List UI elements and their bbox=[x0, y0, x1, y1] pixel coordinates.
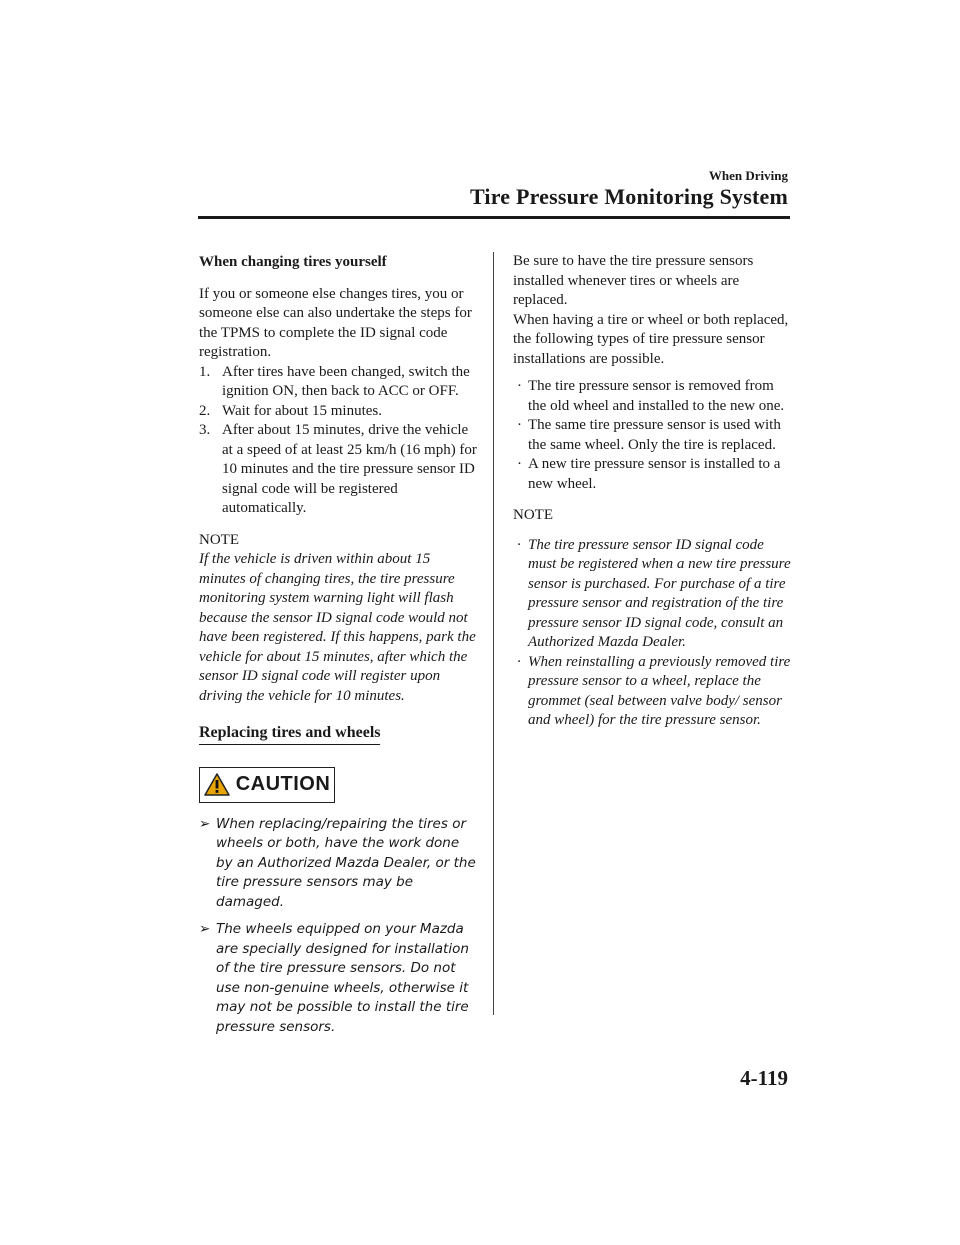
left-column bbox=[199, 252, 477, 1045]
list-item-text: The tire pressure sensor is removed from the old wheel and installed to the new one. bbox=[528, 378, 785, 414]
column-divider bbox=[493, 252, 494, 1015]
bullet-dot-icon: · bbox=[517, 378, 522, 394]
section-heading-changing-tires: When changing tires yourself bbox=[199, 254, 387, 270]
list-item-text: A new tire pressure sensor is installed to a new wheel. bbox=[528, 456, 781, 492]
caution-item bbox=[199, 815, 477, 913]
header-section-label: When Driving bbox=[708, 168, 788, 183]
note-item bbox=[513, 536, 793, 653]
step-number: 3. bbox=[199, 422, 211, 438]
step-number: 2. bbox=[199, 402, 211, 419]
step-text: Wait for about 15 minutes. bbox=[222, 402, 383, 419]
list-item bbox=[513, 416, 793, 455]
note-text: If the vehicle is driven within about 15 minutes of changing tires, the tire pressure monitoring system warning light will flash because the sensor ID signal code would not have been registered. If this happens, park the vehicle for about 15 minutes, after which the sensor ID signal code will register upon driving the vehicle for 10 minutes. bbox=[199, 551, 476, 704]
note-label: NOTE bbox=[199, 531, 239, 548]
page-number: 4-119 bbox=[740, 1066, 788, 1090]
bullet-dot-icon: · bbox=[517, 536, 521, 553]
intro-paragraph: If you or someone else changes tires, you or someone else can also undertake the steps for the TPMS to complete the ID signal code registration. bbox=[199, 285, 472, 360]
bullet-dot-icon: · bbox=[517, 456, 522, 472]
note-label: NOTE bbox=[513, 507, 553, 523]
arrow-bullet-icon: ➢ bbox=[199, 815, 211, 832]
caution-box bbox=[199, 767, 335, 803]
step-item bbox=[199, 402, 477, 422]
caution-item bbox=[199, 920, 477, 1037]
caution-label: CAUTION bbox=[235, 772, 331, 795]
installation-paragraph: When having a tire or wheel or both replaced, the following types of tire pressure sensor installations are possible. bbox=[513, 311, 789, 367]
note-item-text: When reinstalling a previously removed tire pressure sensor to a wheel, replace the grommet (seal between valve body/ sensor and wheel) for the tire pressure sensor. bbox=[528, 653, 791, 728]
step-item bbox=[199, 421, 477, 519]
header-rule bbox=[198, 216, 790, 219]
step-item bbox=[199, 363, 477, 402]
note-item bbox=[513, 653, 793, 731]
list-item-text: The same tire pressure sensor is used with the same wheel. Only the tire is replaced. bbox=[528, 417, 781, 453]
bullet-dot-icon: · bbox=[517, 653, 521, 670]
right-column bbox=[513, 252, 793, 731]
caution-item-text: The wheels equipped on your Mazda are specially designed for installation of the tire pressure sensors. Do not use non-genuine wheels, otherwise it may not be possible to install the tire pressure sensors. bbox=[216, 921, 469, 1035]
list-item bbox=[513, 377, 793, 416]
subheading-replacing-tires: Replacing tires and wheels bbox=[199, 723, 380, 745]
step-number: 1. bbox=[199, 363, 211, 380]
list-item bbox=[513, 455, 793, 494]
note-item-text: The tire pressure sensor ID signal code must be registered when a new tire pressure sensor is purchased. For purchase of a tire pressure sensor and registration of the tire pressure sensor ID signal code, consult an Authorized Mazda Dealer. bbox=[528, 536, 791, 650]
step-text: After tires have been changed, switch the ignition ON, then back to ACC or OFF. bbox=[222, 363, 470, 399]
sensor-paragraph: Be sure to have the tire pressure sensors installed whenever tires or wheels are replaced. bbox=[513, 253, 754, 308]
caution-list bbox=[199, 815, 477, 1038]
step-text: After about 15 minutes, drive the vehicle at a speed of at least 25 km/h (16 mph) for 10 minutes and the tire pressure sensor ID signal code will be registered automatically. bbox=[222, 422, 477, 516]
page-title: Tire Pressure Monitoring System bbox=[469, 184, 788, 209]
bullet-dot-icon: · bbox=[517, 417, 522, 433]
arrow-bullet-icon: ➢ bbox=[199, 921, 211, 937]
warning-triangle-icon bbox=[204, 773, 230, 796]
caution-item-text: When replacing/repairing the tires or wheels or both, have the work done by an Authorized Mazda Dealer, or the tire pressure sensors may be damaged. bbox=[216, 815, 476, 910]
